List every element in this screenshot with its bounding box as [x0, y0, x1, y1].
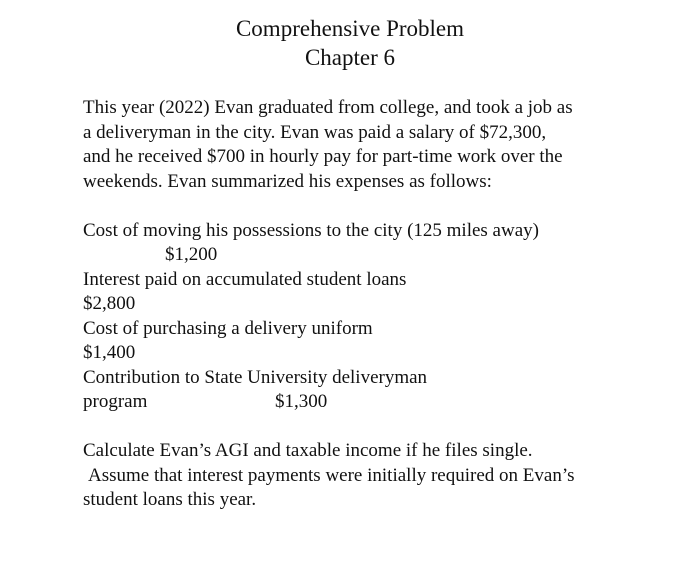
- page-subtitle: Chapter 6: [304, 45, 396, 70]
- question-line-1: Calculate Evan’s AGI and taxable income if he files single.: [83, 440, 533, 461]
- page-title: Comprehensive Problem: [235, 16, 465, 41]
- uniform-expense-label: Cost of purchasing a delivery uniform: [83, 317, 373, 339]
- moving-expense-label: Cost of moving his possessions to the city (125 miles away): [83, 219, 539, 241]
- interest-expense-amount: $2,800: [83, 293, 136, 314]
- contribution-expense-label-cont: program: [83, 391, 148, 412]
- contribution-expense-amount: $1,300: [275, 391, 328, 412]
- question-line-3: student loans this year.: [83, 489, 257, 510]
- interest-expense-label: Interest paid on accumulated student loans: [83, 268, 407, 290]
- paragraph-gap: [83, 194, 643, 219]
- contribution-expense-label: Contribution to State University deliveryman: [83, 366, 428, 388]
- uniform-expense-amount: $1,400: [83, 342, 136, 363]
- question-line-2: Assume that interest payments were initially required on Evan’s: [88, 464, 575, 486]
- intro-line-3: and he received $700 in hourly pay for part-time work over the: [83, 146, 563, 167]
- intro-line-2: a deliveryman in the city. Evan was paid a salary of $72,300,: [83, 121, 547, 143]
- contribution-expense-row: [83, 390, 643, 415]
- intro-line-4: weekends. Evan summarized his expenses as follows:: [83, 170, 492, 192]
- intro-line-1: This year (2022) Evan graduated from college, and took a job as: [83, 97, 573, 118]
- title-block: [0, 14, 700, 72]
- problem-body: [83, 96, 643, 513]
- moving-expense-amount: $1,200: [165, 244, 218, 265]
- paragraph-gap: [83, 415, 643, 440]
